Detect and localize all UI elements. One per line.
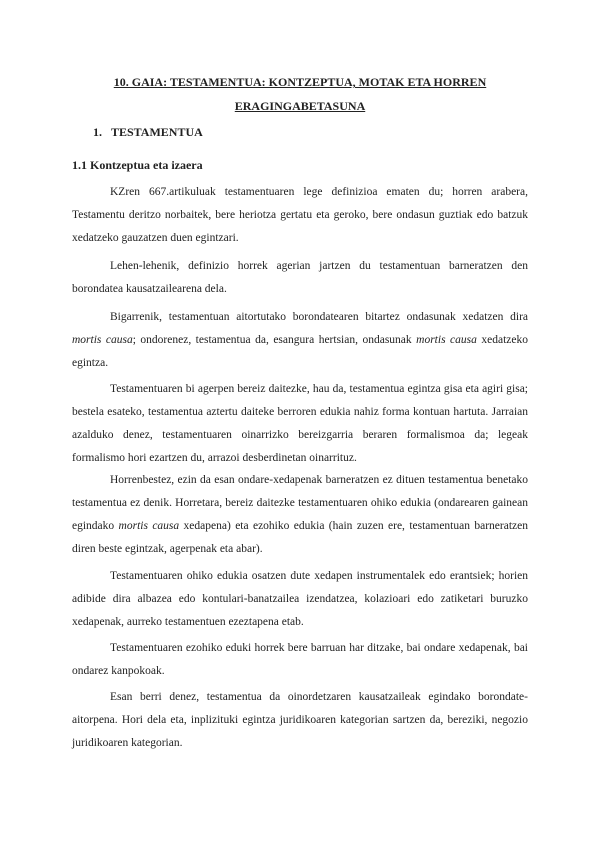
section-heading bbox=[93, 124, 203, 140]
latin-term: mortis causa bbox=[72, 334, 133, 346]
section-number: 1. bbox=[93, 125, 102, 139]
latin-term: mortis causa bbox=[416, 334, 477, 346]
paragraph-1: KZren 667.artikuluak testamentuaren lege definizioa ematen du; horren arabera, Testamentu deritzo norbaitek, bere heriotza gertatu eta geroko, bere ondasun guztiak edo batzuk xedatzeko gauzatzen duen egintzari. bbox=[72, 186, 528, 244]
section-title: TESTAMENTUA bbox=[111, 125, 203, 139]
document-title: 10. GAIA: TESTAMENTUA: KONTZEPTUA, MOTAK ETA HORREN ERAGINGABETASUNA bbox=[113, 75, 487, 113]
paragraph-6: Testamentuaren ohiko edukia osatzen dute xedapen instrumentalek edo erantsiek; horien adibide dira albazea edo kontulari-banatzailea izendatzea, kolazioari edo zatiketari buruzko xedapenak, aurreko testamentuen ezeztapena etab. bbox=[72, 570, 528, 628]
paragraph-3: Bigarrenik, testamentuan aitortutako borondatearen bitartez ondasunak xedatzen dira mortis causa; ondorenez, testamentua da, esangura hertsian, ondasunak mortis causa xedatzeko egintza. bbox=[72, 311, 528, 369]
subsection-heading: 1.1 Kontzeptua eta izaera bbox=[72, 158, 203, 172]
latin-term: mortis causa bbox=[118, 520, 180, 532]
paragraph-4: Testamentuaren bi agerpen bereiz daitezke, hau da, testamentua egintza gisa eta agiri gisa; bestela esateko, testamentua aztertu daiteke berroren edukia nahiz forma kontuan hartuta. Jarraian azalduko denez, testamentuaren oinarrizko bereizgarria beraren formalismoa da; legeak formalismo hori ezartzen du, arrazoi desberdinetan oinarrituz. bbox=[72, 383, 528, 464]
paragraph-2: Lehen-lehenik, definizio horrek agerian jartzen du testamentuan barneratzen den borondatea kausatzailearena dela. bbox=[72, 260, 528, 295]
paragraph-8: Esan berri denez, testamentua da oinordetzaren kausatzaileak egindako borondate-aitorpena. Hori dela eta, inplizituki egintza juridikoaren kategorian sartzen da, bereziki, negozio juridikoaren kategorian. bbox=[72, 691, 528, 749]
paragraph-5: Horrenbestez, ezin da esan ondare-xedapenak barneratzen ez dituen testamentua benetako testamentua ez denik. Horretara, bereiz daitezke testamentuaren ohiko edukia (ondarearen gainean egindako mortis causa xedapena) eta ezohiko edukia (hain zuzen ere, testamentuan barneratzen diren beste egintzak, agerpenak eta abar). bbox=[72, 474, 528, 555]
paragraph-7: Testamentuaren ezohiko eduki horrek bere barruan har ditzake, bai ondare xedapenak, bai ondarez kanpokoak. bbox=[72, 642, 528, 677]
